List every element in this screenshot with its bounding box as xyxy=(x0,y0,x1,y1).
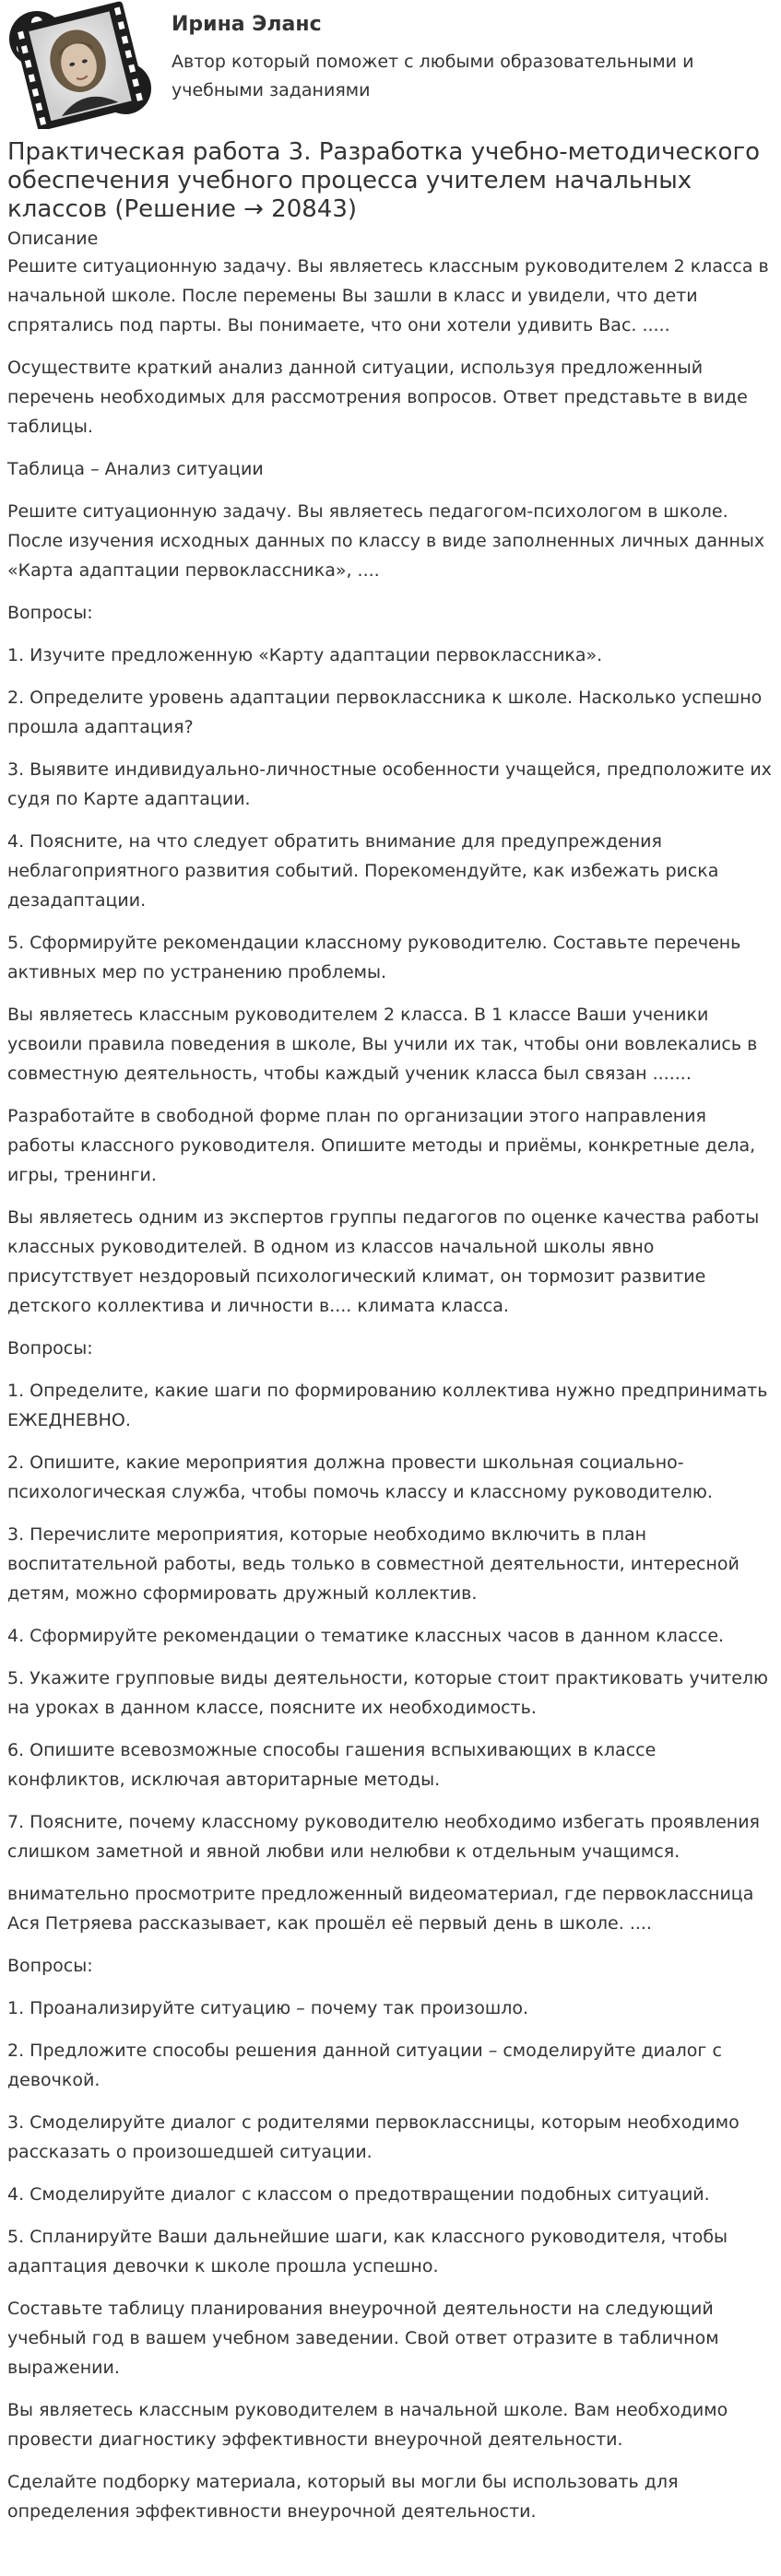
author-description: Автор который поможет с любыми образовательными и учебными заданиями xyxy=(172,52,694,100)
description-paragraph: Решите ситуационную задачу. Вы являетесь педагогом-психологом в школе. После изучения исходных данных по классу в виде заполненных личных данных «Карта адаптации первоклассника», .... xyxy=(7,501,765,581)
question-item: 2. Определите уровень адаптации первоклассника к школе. Насколько успешно прошла адаптация? xyxy=(7,688,763,737)
question-item: 4. Сформируйте рекомендации о тематике классных часов в данном классе. xyxy=(7,1626,725,1646)
description-paragraph: Составьте таблицу планирования внеурочной деятельности на следующий учебный год в вашем учебном заведении. Свой ответ отразите в табличном выражении. xyxy=(7,2299,719,2378)
description-paragraph: Разработайте в свободной форме план по организации этого направления работы классного руководителя. Опишите методы и приёмы, конкретные дела, игры, тренинги. xyxy=(7,1106,756,1185)
questions-heading: Вопросы: xyxy=(7,1338,93,1359)
description-paragraph: Осуществите краткий анализ данной ситуации, используя предложенный перечень необходимых для рассмотрения вопросов. Ответ представьте в виде таблицы. xyxy=(7,358,748,437)
description-paragraph: Решите ситуационную задачу. Вы являетесь классным руководителем 2 класса в начальной школе. После перемены Вы зашли в класс и увидели, что дети спрятались под парты. Вы понимаете, что они хотели удивить Вас. ..... xyxy=(7,256,769,335)
description-paragraph: Вы являетесь классным руководителем в начальной школе. Вам необходимо провести диагностику эффективности внеурочной деятельности. xyxy=(7,2400,728,2450)
work-title: Практическая работа 3. Разработка учебно-методического обеспечения учебного процесса учителем начальных классов (Решение → 20843) xyxy=(7,138,761,223)
description-paragraph: Вы являетесь одним из экспертов группы педагогов по оценке качества работы классных руководителей. В одном из классов начальной школы явно присутствует нездоровый психологический климат, он тормозит развитие детского коллектива и личности в.... климата класса. xyxy=(7,1207,760,1316)
question-item: 1. Проанализируйте ситуацию – почему так произошло. xyxy=(7,1998,529,2018)
work-description xyxy=(7,252,774,2526)
description-paragraph: Сделайте подборку материала, который вы могли бы использовать для определения эффективности внеурочной деятельности. xyxy=(7,2472,679,2522)
work-content xyxy=(0,138,781,2526)
questions-heading: Вопросы: xyxy=(7,603,93,623)
question-item: 2. Опишите, какие мероприятия должна провести школьная социально-психологическая служба, чтобы помочь классу и классному руководителю. xyxy=(7,1453,713,1502)
table-caption: Таблица – Анализ ситуации xyxy=(7,459,264,479)
author-avatar[interactable] xyxy=(0,0,157,129)
description-paragraph: Вы являетесь классным руководителем 2 класса. В 1 классе Ваши ученики усвоили правила поведения в школе, Вы учили их так, чтобы они вовлекались в совместную деятельность, чтобы каждый ученик класса был связан ....... xyxy=(7,1005,758,1084)
description-paragraph: внимательно просмотрите предложенный видеоматериал, где первоклассница Ася Петряева рассказывает, как прошёл её первый день в школе. .... xyxy=(7,1884,754,1934)
question-item: 7. Поясните, почему классному руководителю необходимо избегать проявления слишком заметной и явной любви или нелюбви к отдельным учащимся. xyxy=(7,1812,760,1862)
question-item: 1. Определите, какие шаги по формированию коллектива нужно предпринимать ЕЖЕДНЕВНО. xyxy=(7,1381,768,1430)
question-item: 3. Смоделируйте диалог с родителями первоклассницы, которым необходимо рассказать о произошедшей ситуации. xyxy=(7,2112,740,2162)
question-item: 6. Опишите всевозможные способы гашения вспыхивающих в классе конфликтов, исключая авторитарные методы. xyxy=(7,1740,657,1790)
description-label: Описание xyxy=(7,229,99,249)
avatar-film-frame-image xyxy=(0,0,157,129)
question-item: 3. Перечислите мероприятия, которые необходимо включить в план воспитательной работы, ведь только в совместной деятельности, интересной детям, можно сформировать дружный коллектив. xyxy=(7,1524,740,1604)
question-item: 4. Смоделируйте диалог с классом о предотвращении подобных ситуаций. xyxy=(7,2184,710,2205)
question-item: 1. Изучите предложенную «Карту адаптации первоклассника». xyxy=(7,645,603,665)
question-item: 4. Поясните, на что следует обратить внимание для предупреждения неблагоприятного развития событий. Порекомендуйте, как избежать риска дезадаптации. xyxy=(7,831,719,911)
author-card xyxy=(0,0,781,138)
question-item: 5. Спланируйте Ваши дальнейшие шаги, как классного руководителя, чтобы адаптация девочки к школе прошла успешно. xyxy=(7,2227,728,2276)
question-item: 5. Укажите групповые виды деятельности, которые стоит практиковать учителю на уроках в данном классе, поясните их необходимость. xyxy=(7,1668,769,1718)
author-info xyxy=(172,11,762,105)
author-name[interactable]: Ирина Эланс xyxy=(172,13,322,36)
question-item: 5. Сформируйте рекомендации классному руководителю. Составьте перечень активных мер по устранению проблемы. xyxy=(7,933,741,982)
questions-heading: Вопросы: xyxy=(7,1956,93,1976)
question-item: 3. Выявите индивидуально-личностные особенности учащейся, предположите их судя по Карте адаптации. xyxy=(7,759,772,809)
question-item: 2. Предложите способы решения данной ситуации – смоделируйте диалог с девочкой. xyxy=(7,2041,722,2090)
